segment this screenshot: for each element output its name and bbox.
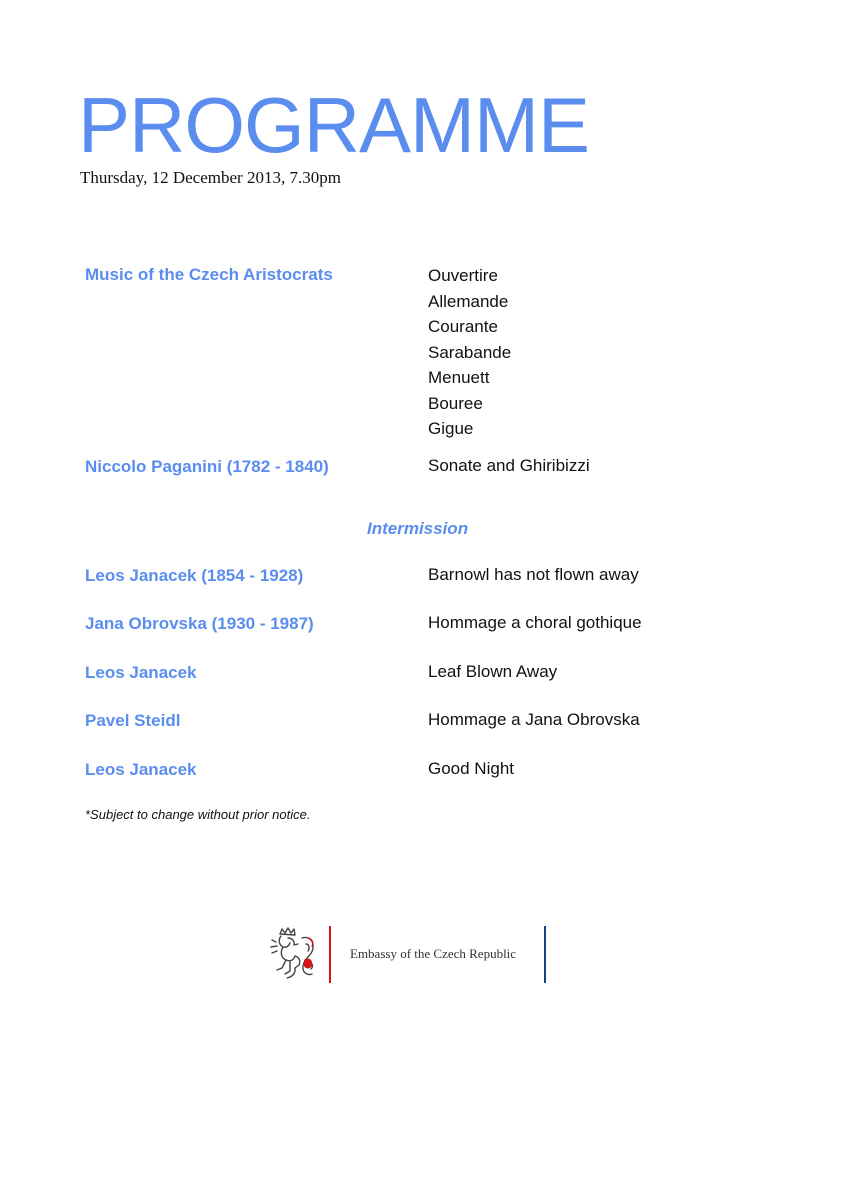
composer-paganini: Niccolo Paganini (1782 - 1840) [85,457,329,476]
suite-movement-list [428,263,511,442]
composer-row: Leos Janacek [85,760,197,779]
blue-divider [544,926,546,983]
movement-item: Courante [428,317,498,336]
movement-item: Sarabande [428,342,512,362]
composer-row: Pavel Steidl [85,711,181,730]
work-row: Barnowl has not flown away [428,565,639,584]
red-divider [329,926,331,983]
disclaimer-note: *Subject to change without prior notice. [85,807,311,822]
composer-czech-aristocrats: Music of the Czech Aristocrats [85,265,333,284]
work-row: Hommage a Jana Obrovska [428,710,640,729]
programme-title: PROGRAMME [78,81,590,169]
movement-item: Allemande [428,291,509,311]
work-row: Leaf Blown Away [428,662,558,681]
intermission-heading: Intermission [367,519,469,538]
movement-item: Gigue [428,419,474,438]
work-row: Hommage a choral gothique [428,613,642,632]
work-paganini: Sonate and Ghiribizzi [428,456,590,475]
composer-row: Jana Obrovska (1930 - 1987) [85,614,314,633]
movement-item: Menuett [428,368,490,387]
czech-lion-emblem-icon [268,926,322,984]
movement-item: Bouree [428,393,483,413]
concert-date: Thursday, 12 December 2013, 7.30pm [80,168,341,187]
composer-row: Leos Janacek [85,663,197,682]
embassy-name: Embassy of the Czech Republic [350,946,517,961]
composer-row: Leos Janacek (1854 - 1928) [85,566,304,585]
work-row: Good Night [428,759,514,778]
movement-item: Ouvertire [428,266,498,285]
